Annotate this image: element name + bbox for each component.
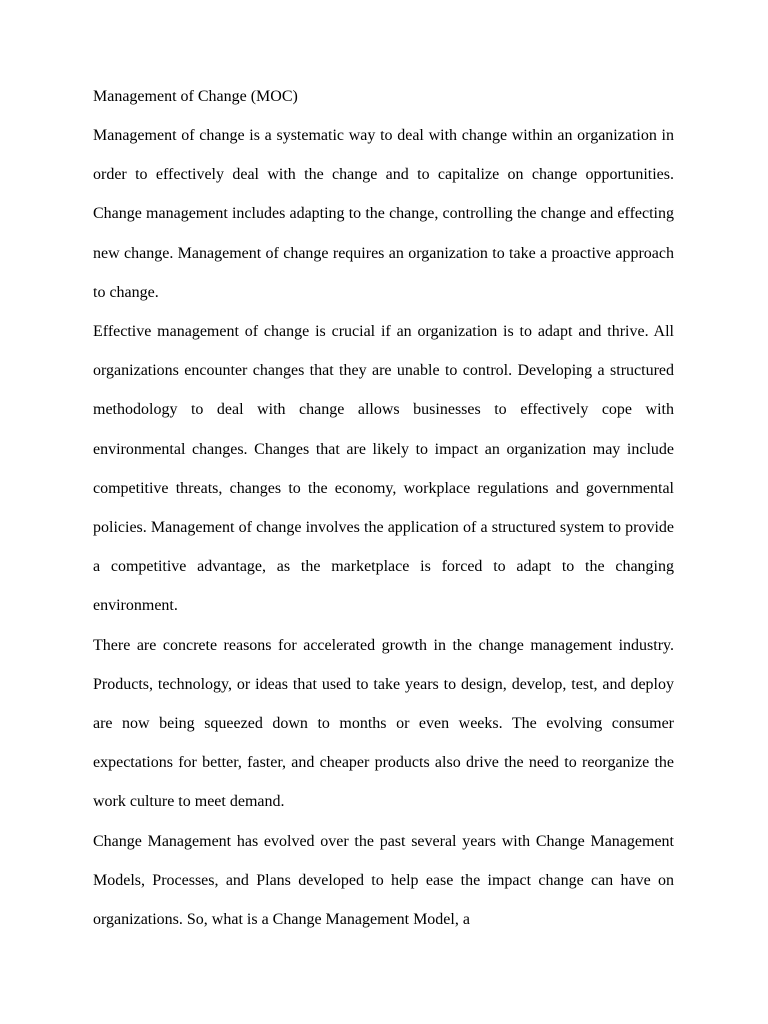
paragraph-1: Management of change is a systematic way to deal with change within an organization in order to effectively deal with the change and to capitalize on change opportunities. Change management includes adapting to the change, controlling the change and effecting new change. Management of change requires an organization to take a proactive approach to change. <box>93 127 674 301</box>
paragraph-2: Effective management of change is crucial if an organization is to adapt and thrive. All organizations encounter changes that they are unable to control. Developing a structured methodology to deal with change allows businesses to effectively cope with environmental changes. Changes that are likely to impact an organization may include competitive threats, changes to the economy, workplace regulations and governmental policies. Management of change involves the application of a structured system to provide a competitive advantage, as the marketplace is forced to adapt to the changing environment. <box>93 323 674 615</box>
paragraph-3: There are concrete reasons for accelerated growth in the change management industry. Products, technology, or ideas that used to take years to design, develop, test, and deploy are now being squeezed down to months or even weeks. The evolving consumer expectations for better, faster, and cheaper products also drive the need to reorganize the work culture to meet demand. <box>93 636 674 811</box>
paragraph-4: Change Management has evolved over the past several years with Change Management Models, Processes, and Plans developed to help ease the impact change can have on organizations. So, what is a Change Management Model, a <box>93 832 674 929</box>
document-title: Management of Change (MOC) <box>93 88 298 105</box>
document-page <box>93 86 674 939</box>
